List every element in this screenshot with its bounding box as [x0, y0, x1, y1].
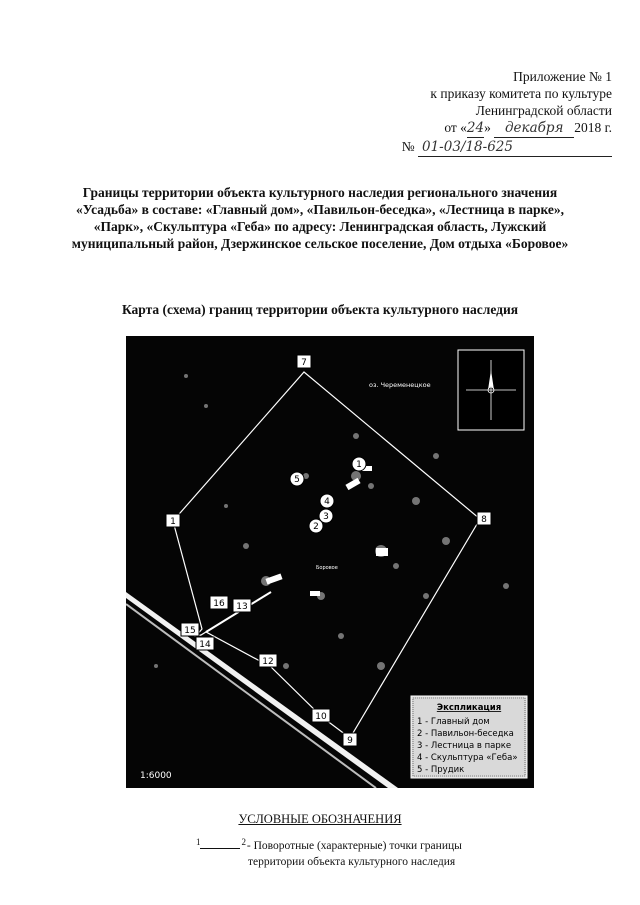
svg-text:5: 5: [294, 475, 300, 485]
date-day: 24: [466, 120, 485, 136]
legend-text-2: территории объекта культурного наследия: [248, 856, 456, 868]
point-15: [181, 623, 199, 636]
svg-text:4: 4: [324, 497, 330, 507]
legend-text-1: - Поворотные (характерные) точки границы: [246, 840, 462, 852]
point-10: [312, 709, 330, 722]
explication-box: [411, 696, 527, 778]
map-subtitle: Карта (схема) границ территории объекта культурного наследия: [121, 302, 519, 317]
boundary-line-symbol: 1 2: [196, 837, 246, 847]
svg-text:1: 1: [356, 460, 362, 470]
explication-item-5: 5 - Прудик: [417, 765, 465, 775]
point-8: [477, 512, 491, 525]
map-scale: 1:6000: [140, 771, 172, 781]
village-label: Боровое: [316, 565, 338, 571]
region-line: Ленинградской области: [475, 103, 612, 118]
legend-heading: УСЛОВНЫЕ ОБОЗНАЧЕНИЯ: [238, 812, 402, 826]
point-14: [196, 637, 214, 650]
explication-item-3: 3 - Лестница в парке: [417, 741, 512, 751]
svg-text:9: 9: [347, 736, 353, 746]
explication-item-4: 4 - Скульптура «Геба»: [417, 753, 518, 763]
point-12: [259, 654, 277, 667]
svg-text:16: 16: [213, 599, 225, 609]
boundary-markers: [166, 355, 491, 746]
map-canvas: [126, 336, 534, 788]
lake-label: оз. Череменецкое: [369, 381, 431, 389]
explication-item-2: 2 - Павильон-беседка: [417, 729, 514, 739]
svg-text:12: 12: [262, 657, 274, 667]
svg-text:10: 10: [315, 712, 327, 722]
object-5: [290, 472, 304, 486]
date-month: декабря: [494, 120, 574, 138]
road-strip: [126, 592, 398, 788]
object-4: [320, 494, 334, 508]
appendix-header: [352, 68, 612, 157]
order-date: от «24» декабря 2018 г.: [444, 120, 612, 136]
explication-title: Экспликация: [436, 703, 502, 713]
territory-boundary: [173, 372, 480, 738]
north-arrow: [458, 350, 524, 430]
terrain-texture: [154, 374, 509, 670]
point-7: [297, 355, 311, 368]
order-line: к приказу комитета по культуре: [430, 86, 612, 101]
point-16: [210, 596, 228, 609]
object-markers: [290, 457, 366, 533]
road-edge: [126, 604, 376, 788]
object-3: [319, 509, 333, 523]
svg-text:7: 7: [301, 358, 307, 368]
order-number: № 01-03/18-625: [352, 138, 612, 157]
order-number-value: 01-03/18-625: [418, 139, 612, 157]
point-9: [343, 733, 357, 746]
svg-text:15: 15: [184, 626, 196, 636]
legend-row-boundary-points: [196, 838, 556, 870]
svg-text:14: 14: [199, 640, 211, 650]
svg-text:3: 3: [323, 512, 329, 522]
point-1: [166, 514, 180, 527]
date-year: 2018 г.: [574, 120, 612, 135]
svg-text:8: 8: [481, 515, 487, 525]
explication-item-1: 1 - Главный дом: [417, 717, 490, 727]
document-title: Границы территории объекта культурного наследия регионального значения «Усадьба» в составе: «Главный дом», «Павильон-беседка», «Лестница в парке», «Парк», «Скульптура «Геба» по адресу: Ленинградская область, Лужский муниципальный район, Дзержинское сельское поселение, Дом отдыха «Боровое»: [71, 185, 569, 251]
point-13: [233, 599, 251, 612]
svg-text:13: 13: [236, 602, 248, 612]
svg-text:1: 1: [170, 517, 176, 527]
appendix-number: Приложение № 1: [513, 69, 612, 84]
object-1: [352, 457, 366, 471]
svg-text:2: 2: [313, 522, 319, 532]
boundary-map: [126, 336, 534, 788]
